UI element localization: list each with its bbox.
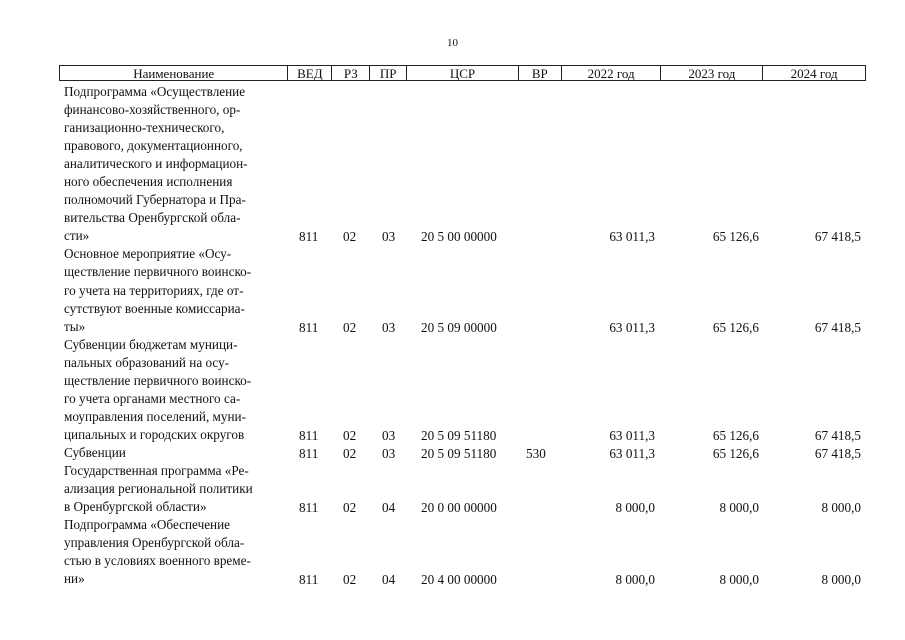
cell-2022: 8 000,0 <box>615 572 655 588</box>
row-name <box>64 245 282 335</box>
cell-csr: 20 0 00 00000 <box>421 500 497 516</box>
cell-2022: 63 011,3 <box>609 446 655 461</box>
cell-2024: 67 418,5 <box>814 427 861 443</box>
header-vr: ВР <box>519 66 562 80</box>
cell-2022: 63 011,3 <box>609 427 655 443</box>
row-name-line: полномочий Губернатора и Пра- <box>64 192 246 208</box>
row-name-line: в Оренбургской области» <box>64 499 207 515</box>
row-name-line: Подпрограмма «Обеспечение <box>64 517 231 533</box>
row-name-line: Подпрограмма «Осуществление <box>64 84 246 99</box>
row-name <box>64 462 282 516</box>
header-ved: ВЕД <box>288 66 332 80</box>
row-name-line: вительства Оренбургской обла- <box>64 210 241 226</box>
cell-csr: 20 4 00 00000 <box>421 572 497 588</box>
cell-pr: 03 <box>382 427 396 443</box>
cell-ved: 811 <box>299 500 319 516</box>
header-2023: 2023 год <box>661 66 763 80</box>
cell-pr: 03 <box>382 319 396 335</box>
cell-2023: 8 000,0 <box>719 572 759 588</box>
cell-2023: 65 126,6 <box>712 427 759 443</box>
row-name-line: ществление первичного воинско- <box>64 264 252 280</box>
row-name-line: моуправления поселений, муни- <box>64 408 246 424</box>
row-name-line: ного обеспечения исполнения <box>64 174 233 190</box>
row-name <box>64 83 282 245</box>
row-name-line: ализация региональной политики <box>64 481 253 497</box>
table-header <box>59 65 866 81</box>
row-name-line: пальных образований на осу- <box>64 354 230 370</box>
page-number: 10 <box>447 37 458 49</box>
row-name-line: сутствуют военные комиссариа- <box>64 300 245 316</box>
row-name-line: ществление первичного воинско- <box>64 372 252 388</box>
cell-ved: 811 <box>299 319 319 335</box>
cell-pr: 04 <box>382 572 396 588</box>
row-name <box>64 516 282 588</box>
cell-ved: 811 <box>299 572 319 588</box>
row-name <box>64 336 282 444</box>
table-row <box>0 516 905 588</box>
cell-2022: 63 011,3 <box>609 229 655 245</box>
row-name-line: управления Оренбургской обла- <box>64 535 245 551</box>
cell-rz: 02 <box>343 572 357 588</box>
row-name-line: ципальных и городских округов <box>64 426 245 442</box>
row-name-line: Основное мероприятие «Осу- <box>64 246 232 262</box>
row-name-line: Государственная программа «Ре- <box>64 463 249 479</box>
row-name-line: финансово-хозяйственного, ор- <box>64 102 241 118</box>
cell-csr: 20 5 09 00000 <box>421 319 497 335</box>
row-name-line: Субвенции <box>64 445 126 460</box>
cell-csr: 20 5 09 51180 <box>421 446 497 461</box>
table-row <box>0 444 905 462</box>
cell-vr: 530 <box>526 446 546 461</box>
cell-pr: 04 <box>382 500 396 516</box>
cell-2023: 65 126,6 <box>712 446 759 461</box>
cell-rz: 02 <box>343 319 357 335</box>
cell-pr: 03 <box>382 446 396 461</box>
cell-csr: 20 5 00 00000 <box>421 229 497 245</box>
table-row <box>0 83 905 245</box>
row-name-line: правового, документационного, <box>64 138 243 154</box>
table-row <box>0 336 905 444</box>
cell-ved: 811 <box>299 446 319 461</box>
header-rz: РЗ <box>332 66 370 80</box>
cell-ved: 811 <box>299 427 319 443</box>
cell-2024: 67 418,5 <box>814 229 861 245</box>
cell-2024: 8 000,0 <box>821 572 861 588</box>
header-2022: 2022 год <box>562 66 662 80</box>
cell-pr: 03 <box>382 229 396 245</box>
header-pr: ПР <box>370 66 407 80</box>
cell-2023: 65 126,6 <box>712 319 759 335</box>
cell-2024: 8 000,0 <box>821 500 861 516</box>
header-name: Наименование <box>60 66 288 80</box>
row-name-line: ни» <box>64 571 85 587</box>
cell-2024: 67 418,5 <box>814 446 861 461</box>
row-name-line: ты» <box>64 318 86 334</box>
header-csr: ЦСР <box>407 66 519 80</box>
row-name <box>64 444 282 462</box>
cell-rz: 02 <box>343 229 357 245</box>
cell-2022: 8 000,0 <box>615 500 655 516</box>
row-name-line: ганизационно-технического, <box>64 120 225 136</box>
row-name-line: го учета органами местного са- <box>64 390 241 406</box>
cell-csr: 20 5 09 51180 <box>421 427 497 443</box>
row-name-line: Субвенции бюджетам муници- <box>64 336 238 352</box>
row-name-line: аналитического и информацион- <box>64 156 248 172</box>
row-name-line: го учета на территориях, где от- <box>64 282 244 298</box>
cell-2023: 8 000,0 <box>719 500 759 516</box>
cell-2024: 67 418,5 <box>814 319 861 335</box>
cell-rz: 02 <box>343 500 357 516</box>
row-name-line: сти» <box>64 228 90 244</box>
table-row <box>0 462 905 516</box>
cell-rz: 02 <box>343 427 357 443</box>
cell-ved: 811 <box>299 229 319 245</box>
header-2024: 2024 год <box>790 66 838 81</box>
row-name-line: стью в условиях военного време- <box>64 553 251 569</box>
cell-2023: 65 126,6 <box>712 229 759 245</box>
table-row <box>0 245 905 335</box>
cell-rz: 02 <box>343 446 357 461</box>
cell-2022: 63 011,3 <box>609 319 655 335</box>
